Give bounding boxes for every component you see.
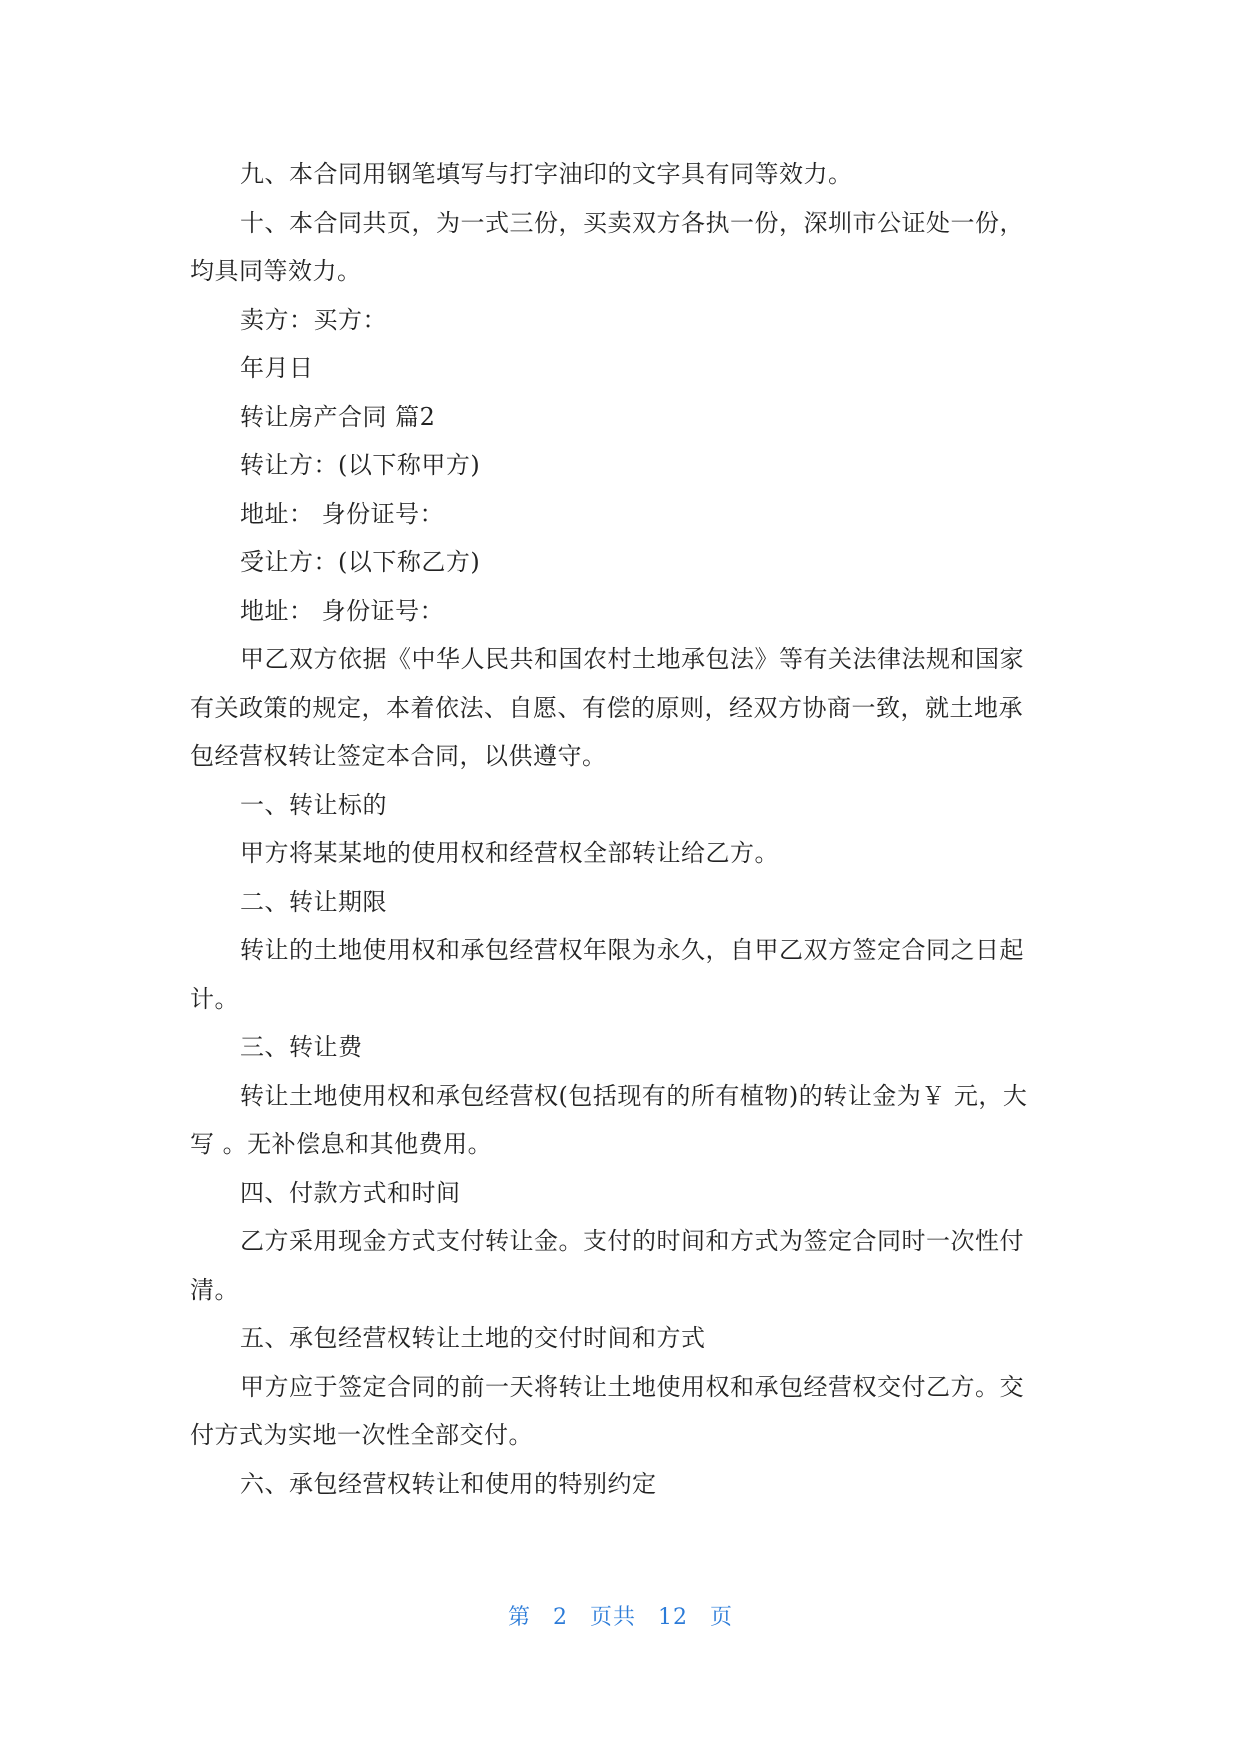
- section-title: 转让房产合同 篇2: [240, 402, 436, 431]
- transfer-term-text-1: 转让的土地使用权和承包经营权年限为永久，自甲乙双方签定合同之日起: [240, 936, 1024, 964]
- heading-special-terms: 六、承包经营权转让和使用的特别约定: [240, 1469, 657, 1498]
- preamble-line-1: 甲乙双方依据《中华人民共和国农村土地承包法》等有关法律法规和国家: [240, 645, 1024, 673]
- preamble-line-3: 包经营权转让签定本合同，以供遵守。: [190, 742, 607, 770]
- page-number-footer: [0, 1600, 1241, 1631]
- delivery-text-1: 甲方应于签定合同的前一天将转让土地使用权和承包经营权交付乙方。交: [240, 1372, 1024, 1401]
- document-body: [190, 150, 1050, 1508]
- payment-text-2: 清。: [190, 1275, 239, 1304]
- footer-middle: 页共: [589, 1605, 636, 1630]
- delivery-text-2: 付方式为实地一次性全部交付。: [190, 1421, 533, 1449]
- transferee-address-id: 地址： 身份证号：: [240, 596, 445, 625]
- heading-transfer-fee: 三、转让费: [240, 1033, 363, 1061]
- heading-transfer-subject: 一、转让标的: [240, 790, 387, 819]
- heading-payment: 四、付款方式和时间: [240, 1178, 461, 1207]
- footer-suffix: 页: [710, 1605, 734, 1630]
- transfer-fee-text-1: 转让土地使用权和承包经营权(包括现有的所有植物)的转让金为￥ 元，大: [240, 1081, 1028, 1110]
- heading-delivery: 五、承包经营权转让土地的交付时间和方式: [240, 1324, 706, 1352]
- transfer-subject-text: 甲方将某某地的使用权和经营权全部转让给乙方。: [240, 839, 779, 867]
- transfer-fee-text-2: 写 。无补偿息和其他费用。: [190, 1130, 493, 1158]
- clause-9: 九、本合同用钢笔填写与打字油印的文字具有同等效力。: [240, 160, 853, 188]
- clause-10-continued: 均具同等效力。: [190, 257, 362, 285]
- transferor-label: 转让方：(以下称甲方): [240, 451, 481, 479]
- footer-current-page: 2: [552, 1605, 568, 1630]
- seller-buyer-signature: 卖方：买方：: [240, 305, 387, 334]
- transferor-address-id: 地址： 身份证号：: [240, 499, 445, 528]
- payment-text-1: 乙方采用现金方式支付转让金。支付的时间和方式为签定合同时一次性付: [240, 1227, 1024, 1255]
- preamble-line-2: 有关政策的规定，本着依法、自愿、有偿的原则，经双方协商一致，就土地承: [190, 693, 1023, 722]
- heading-transfer-term: 二、转让期限: [240, 887, 387, 916]
- clause-10: 十、本合同共页，为一式三份，买卖双方各执一份，深圳市公证处一份，: [240, 208, 1024, 237]
- transferee-label: 受让方：(以下称乙方): [240, 548, 481, 576]
- footer-prefix: 第: [507, 1605, 531, 1630]
- transfer-term-text-2: 计。: [190, 984, 239, 1013]
- signature-date: 年月日: [240, 354, 314, 382]
- footer-total-pages: 12: [658, 1605, 688, 1630]
